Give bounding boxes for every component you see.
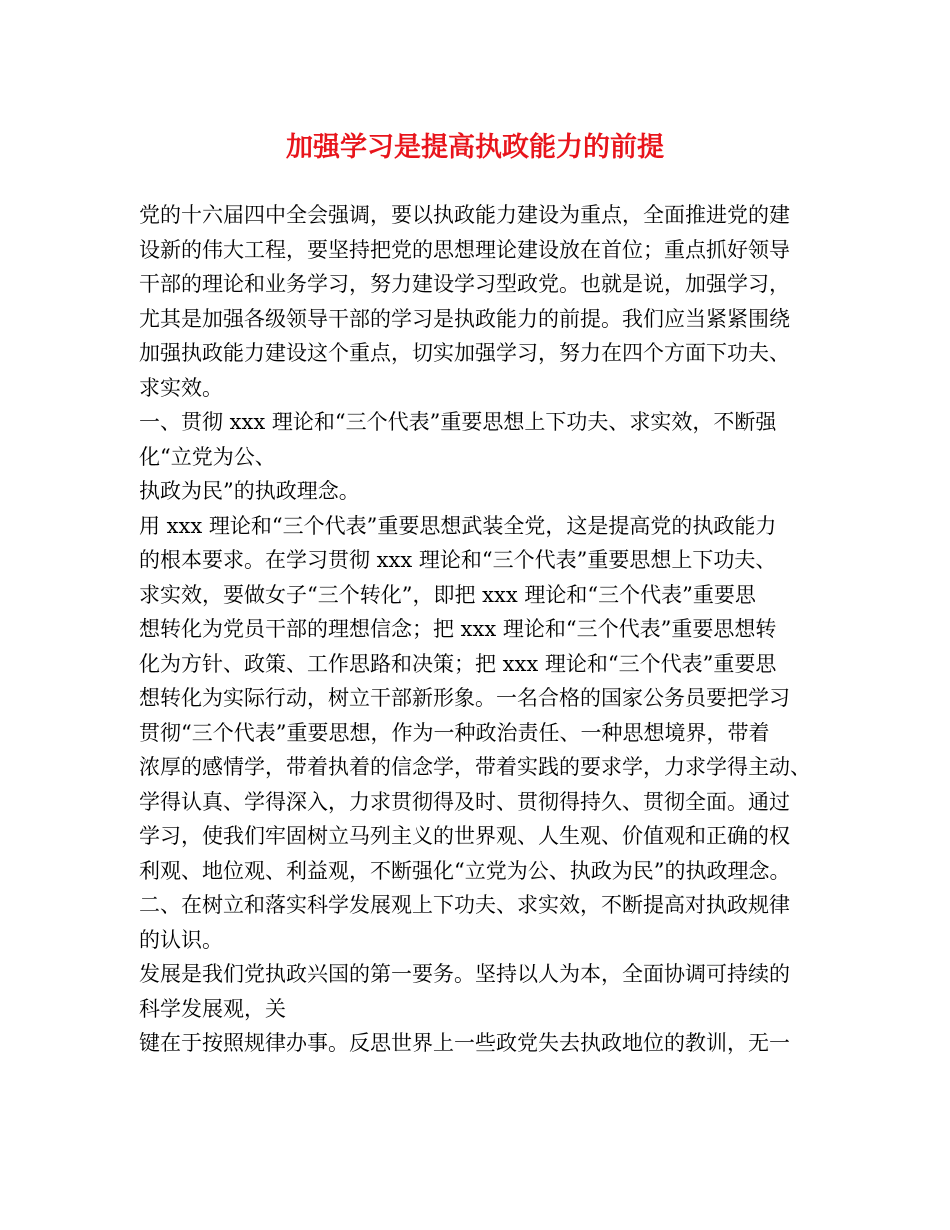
text-line: 浓厚的感情学，带着执着的信念学，带着实践的要求学，力求学得主动、 (139, 755, 811, 779)
section-heading-line: 化“立党为公、 (139, 444, 276, 469)
text-line: 求实效。 (139, 375, 223, 400)
document-title: 加强学习是提高执政能力的前提 (286, 132, 664, 163)
text-line: 想转化为党员干部的理想信念；把 xxx 理论和“三个代表”重要思想转 (139, 617, 777, 641)
text-line: 想转化为实际行动，树立干部新形象。一名合格的国家公务员要把学习 (139, 686, 790, 710)
text-line: 设新的伟大工程，要坚持把党的思想理论建设放在首位；重点抓好领导 (139, 237, 790, 262)
text-line: 键在于按照规律办事。反思世界上一些政党失去执政地位的教训，无一 (139, 1031, 790, 1055)
section-heading-line: 二、在树立和落实科学发展观上下功夫、求实效，不断提高对执政规律 (139, 893, 790, 917)
text-line: 加强执政能力建设这个重点，切实加强学习，努力在四个方面下功夫、 (139, 341, 790, 365)
text-line: 尤其是加强各级领导干部的学习是执政能力的前提。我们应当紧紧围绕 (139, 306, 790, 331)
text-line: 发展是我们党执政兴国的第一要务。坚持以人为本，全面协调可持续的 (139, 962, 790, 986)
text-line: 贯彻“三个代表”重要思想，作为一种政治责任、一种思想境界，带着 (139, 720, 770, 745)
text-line: 干部的理论和业务学习，努力建设学习型政党。也就是说，加强学习， (139, 272, 790, 296)
section-heading-line: 执政为民”的执政理念。 (139, 479, 360, 503)
text-line: 的根本要求。在学习贯彻 xxx 理论和“三个代表”重要思想上下功夫、 (139, 548, 777, 572)
text-line: 利观、地位观、利益观，不断强化“立党为公、执政为民”的执政理念。 (139, 858, 791, 883)
text-line: 学得认真、学得深入，力求贯彻得及时、贯彻得持久、贯彻全面。通过 (139, 789, 790, 814)
text-line: 学习，使我们牢固树立马列主义的世界观、人生观、价值观和正确的权 (139, 824, 790, 848)
section-heading-line: 的认识。 (139, 927, 223, 952)
text-line: 用 xxx 理论和“三个代表”重要思想武装全党，这是提高党的执政能力 (139, 513, 777, 538)
text-line: 党的十六届四中全会强调，要以执政能力建设为重点，全面推进党的建 (139, 203, 790, 227)
text-line: 科学发展观，关 (139, 996, 286, 1021)
text-line: 求实效，要做女子“三个转化”，即把 xxx 理论和“三个代表”重要思 (139, 582, 756, 607)
text-line: 化为方针、政策、工作思路和决策；把 xxx 理论和“三个代表”重要思 (139, 651, 777, 676)
section-heading-line: 一、贯彻 xxx 理论和“三个代表”重要思想上下功夫、求实效，不断强 (139, 410, 777, 434)
document-body (139, 198, 829, 1061)
